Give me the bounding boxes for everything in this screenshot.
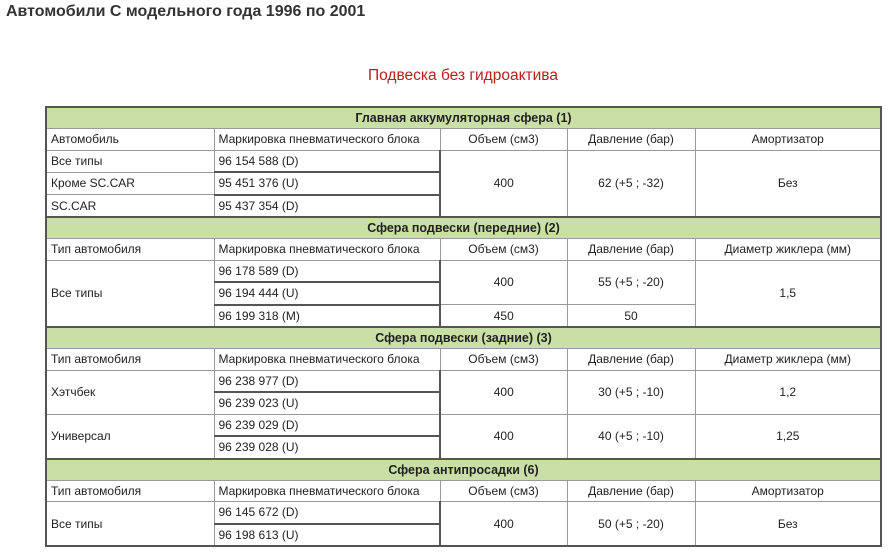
header-row (46, 349, 881, 371)
col-header-pressure: Давление (бар) (567, 349, 695, 371)
section-antisag-sphere (46, 459, 881, 481)
code-cell: 96 194 444 (U) (214, 282, 440, 305)
pressure-cell: 50 (+5 ; -20) (567, 502, 695, 547)
section-title: Сфера подвески (передние) (2) (46, 217, 881, 239)
section-title: Сфера антипросадки (6) (46, 459, 881, 481)
col-header-code: Маркировка пневматического блока (214, 129, 440, 151)
header-row (46, 129, 881, 151)
page-heading: Автомобили С модельного года 1996 по 2001 (6, 3, 366, 20)
code-cell: 96 239 023 (U) (214, 392, 440, 414)
jet-diameter-cell: 1,5 (695, 260, 881, 327)
section-title: Главная аккумуляторная сфера (1) (46, 107, 881, 129)
car-cell: Все типы (46, 260, 214, 327)
volume-cell: 400 (440, 370, 567, 414)
col-header-code: Маркировка пневматического блока (214, 349, 440, 371)
pressure-cell: 55 (+5 ; -20) (567, 260, 695, 305)
table-subtitle: Подвеска без гидроактива (368, 67, 558, 84)
pressure-cell: 30 (+5 ; -10) (567, 370, 695, 414)
volume-cell: 400 (440, 260, 567, 305)
code-cell: 96 239 028 (U) (214, 436, 440, 459)
jet-diameter-cell: 1,25 (695, 414, 881, 459)
code-cell: 96 145 672 (D) (214, 502, 440, 524)
car-cell: Универсал (46, 414, 214, 459)
car-cell: Хэтчбек (46, 370, 214, 414)
volume-cell: 400 (440, 414, 567, 459)
table-row (46, 370, 881, 392)
code-cell: 96 238 977 (D) (214, 370, 440, 392)
car-cell: Все типы (46, 502, 214, 547)
section-title: Сфера подвески (задние) (3) (46, 327, 881, 349)
code-cell: 96 178 589 (D) (214, 260, 440, 282)
col-header-volume: Объем (см3) (440, 349, 567, 371)
car-cell: Все типы (46, 150, 214, 172)
code-cell: 96 199 318 (M) (214, 305, 440, 328)
code-cell: 96 198 613 (U) (214, 524, 440, 547)
col-header-code: Маркировка пневматического блока (214, 239, 440, 261)
suspension-spheres-table (45, 106, 882, 547)
section-main-accumulator (46, 107, 881, 129)
code-cell: 96 239 029 (D) (214, 414, 440, 436)
col-header-car: Автомобиль (46, 129, 214, 151)
col-header-car-type: Тип автомобиля (46, 349, 214, 371)
volume-cell: 400 (440, 150, 567, 217)
col-header-car-type: Тип автомобиля (46, 480, 214, 502)
code-cell: 96 154 588 (D) (214, 150, 440, 172)
pressure-cell: 40 (+5 ; -10) (567, 414, 695, 459)
col-header-damper: Амортизатор (695, 480, 881, 502)
col-header-pressure: Давление (бар) (567, 129, 695, 151)
col-header-volume: Объем (см3) (440, 239, 567, 261)
car-cell: SC.CAR (46, 195, 214, 218)
col-header-jet-diameter: Диаметр жиклера (мм) (695, 239, 881, 261)
table-row (46, 260, 881, 282)
car-cell: Кроме SC.CAR (46, 172, 214, 195)
damper-cell: Без (695, 150, 881, 217)
col-header-jet-diameter: Диаметр жиклера (мм) (695, 349, 881, 371)
jet-diameter-cell: 1,2 (695, 370, 881, 414)
table-row (46, 414, 881, 436)
col-header-pressure: Давление (бар) (567, 480, 695, 502)
code-cell: 95 451 376 (U) (214, 172, 440, 195)
col-header-code: Маркировка пневматического блока (214, 480, 440, 502)
col-header-damper: Амортизатор (695, 129, 881, 151)
col-header-pressure: Давление (бар) (567, 239, 695, 261)
header-row (46, 239, 881, 261)
damper-cell: Без (695, 502, 881, 547)
volume-cell: 400 (440, 502, 567, 547)
pressure-cell: 62 (+5 ; -32) (567, 150, 695, 217)
table-row (46, 502, 881, 524)
section-rear-spheres (46, 327, 881, 349)
col-header-car-type: Тип автомобиля (46, 239, 214, 261)
header-row (46, 480, 881, 502)
volume-cell: 450 (440, 305, 567, 328)
section-front-spheres (46, 217, 881, 239)
pressure-cell: 50 (567, 305, 695, 328)
col-header-volume: Объем (см3) (440, 129, 567, 151)
code-cell: 95 437 354 (D) (214, 195, 440, 218)
col-header-volume: Объем (см3) (440, 480, 567, 502)
table-row (46, 150, 881, 172)
